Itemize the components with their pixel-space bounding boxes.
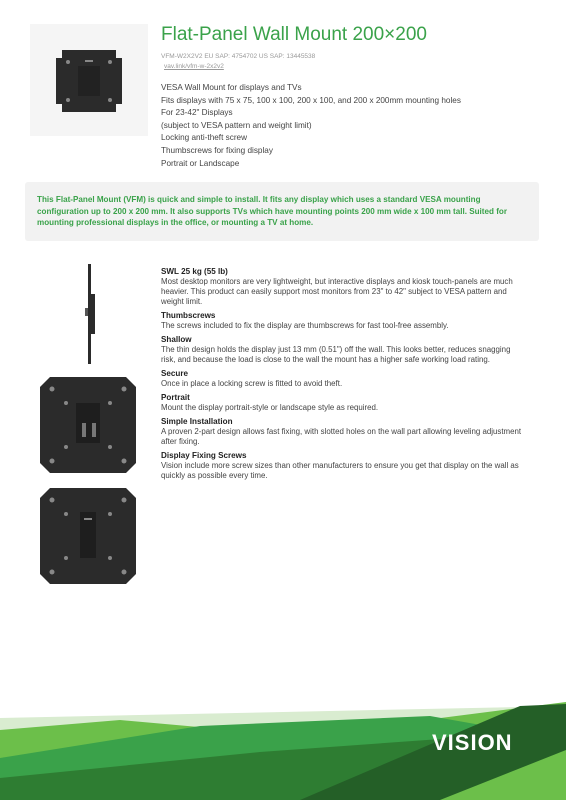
feature-display-fixing-screws (161, 450, 525, 481)
feature-title: SWL 25 kg (55 lb) (161, 267, 228, 276)
product-image-mount-back (36, 484, 140, 588)
feature-text: The screws included to fix the display are thumbscrews for fast tool-free assembly. (161, 321, 449, 330)
summary-item: Fits displays with 75 x 75, 100 x 100, 200 x 100, and 200 x 200mm mounting holes (161, 95, 461, 105)
product-image-mount-plate (36, 373, 140, 477)
intro-callout: This Flat-Panel Mount (VFM) is quick and simple to install. It fits any display which uses a standard VESA mounting configuration up to 200 x 200 mm. It also supports TVs which have mounting points 200 mm wide x 100 mm tall. Suited for mounting professional displays in the office, or mounting a TV at home. (25, 182, 539, 241)
feature-text: Mount the display portrait-style or landscape style as required. (161, 403, 379, 412)
feature-portrait (161, 392, 525, 413)
feature-title: Portrait (161, 393, 190, 402)
feature-title: Thumbscrews (161, 311, 216, 320)
feature-text: Vision include more screw sizes than other manufacturers to ensure you get that display on the wall as quickly as possible every time. (161, 461, 519, 480)
feature-text: Most desktop monitors are very lightweight, but interactive displays and kiosk touch-panels are much heavier. This product can easily support most monitors from 23" to 42" subject to VESA pattern and weight limit. (161, 277, 513, 306)
feature-text: The thin design holds the display just 13 mm (0.51") off the wall. This looks better, reduces snagging risk, and because the load is close to the wall the mount has a higher safe working load rating. (161, 345, 511, 364)
feature-title: Shallow (161, 335, 192, 344)
summary-item: Locking anti-theft screw (161, 133, 248, 143)
product-codes: VFM-W2X2V2 EU SAP: 4754702 US SAP: 13445538 (161, 53, 316, 60)
summary-item: For 23-42" Displays (161, 108, 233, 118)
summary-list (161, 82, 461, 170)
feature-simple-installation (161, 416, 525, 447)
feature-title: Display Fixing Screws (161, 451, 247, 460)
feature-text: A proven 2-part design allows fast fixing, with slotted holes on the wall part allowing leveling adjustment after fixing. (161, 427, 522, 446)
feature-title: Simple Installation (161, 417, 233, 426)
feature-text: Once in place a locking screw is fitted to avoid theft. (161, 379, 343, 388)
summary-item: Portrait or Landscape (161, 158, 240, 168)
feature-swl (161, 266, 525, 307)
product-image-mount-side (80, 264, 102, 364)
product-link[interactable]: vav.link/vfm-w-2x2v2 (164, 63, 224, 70)
vision-logo: VISION (432, 730, 513, 755)
feature-list (161, 266, 525, 484)
feature-title: Secure (161, 369, 188, 378)
product-image-mount-front (30, 24, 148, 136)
feature-thumbscrews (161, 310, 525, 331)
feature-secure (161, 368, 525, 389)
summary-item: (subject to VESA pattern and weight limit) (161, 120, 312, 130)
summary-item: Thumbscrews for fixing display (161, 145, 273, 155)
feature-shallow (161, 334, 525, 365)
page-title: Flat-Panel Wall Mount 200×200 (161, 24, 427, 45)
summary-item: VESA Wall Mount for displays and TVs (161, 83, 302, 92)
